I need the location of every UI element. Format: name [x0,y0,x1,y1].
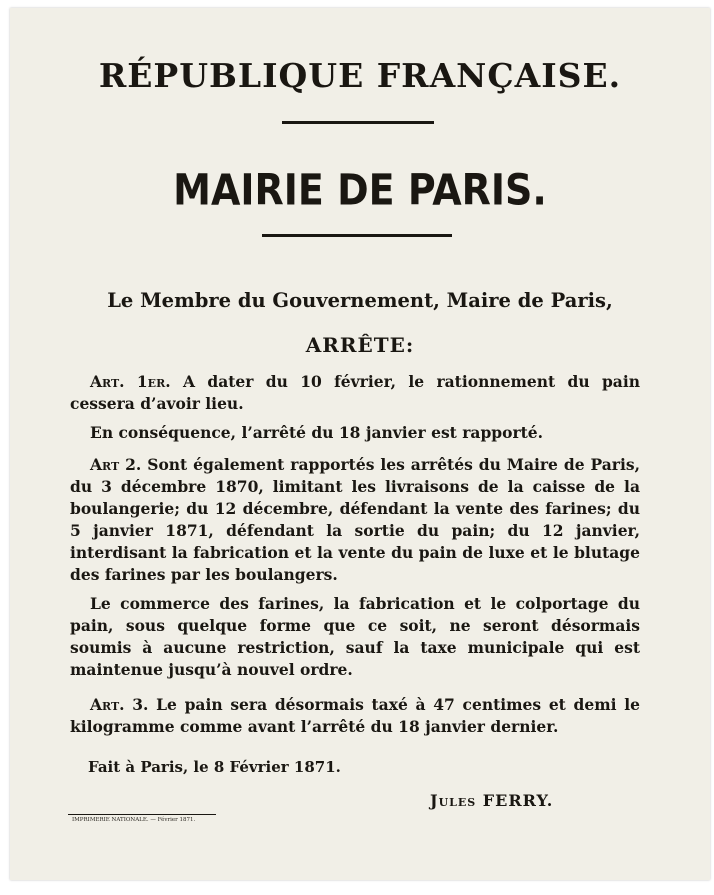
signature: Jules FERRY. [430,791,554,810]
article-3 [70,694,640,738]
mairie-heading: MAIRIE DE PARIS. [173,165,547,215]
dateline: Fait à Paris, le 8 Février 1871. [88,758,341,776]
article-3-label: Art. 3. [90,695,149,714]
ornamental-rule-top [282,121,434,124]
article-1 [70,371,640,415]
article-2-text: Sont également rapportés les arrêtés du Maire de Paris, du 3 décembre 1870, limitant les livraisons de la caisse de la boulangerie; du 12 décembre, défendant la vente des farines; du 5 janvier 1871, défendant la sortie du pain; du 12 janvier, interdisant la fabrication et la vente du pain de luxe et le blutage des farines par les boulangers. [70,455,640,584]
article-1-label: Art. 1er. [90,372,171,391]
imprint: IMPRIMERIE NATIONALE. — Février 1871. [72,817,196,823]
decree-heading: ARRÊTE: [305,333,415,357]
imprint-rule [68,814,216,815]
article-2-label: Art 2. [90,455,142,474]
article-2 [70,454,640,586]
article-3-text: Le pain sera désormais taxé à 47 centimes et demi le kilogramme comme avant l’arrêté du 18 janvier dernier. [70,695,640,736]
poster-sheet [10,8,710,880]
issuer-line: Le Membre du Gouvernement, Maire de Paris, [107,289,613,312]
ornamental-rule-bottom [262,234,452,237]
article-1-note: En conséquence, l’arrêté du 18 janvier est rapporté. [90,423,544,442]
article-1-text: A dater du 10 février, le rationnement du pain cessera d’avoir lieu. [70,372,640,413]
article-2-note: Le commerce des farines, la fabrication et le colportage du pain, sous quelque forme que ce soit, ne seront désormais soumis à aucune restriction, sauf la taxe municipale qui est maintenue jusqu’à nouvel ordre. [70,594,640,679]
republic-heading: RÉPUBLIQUE FRANÇAISE. [98,56,622,95]
